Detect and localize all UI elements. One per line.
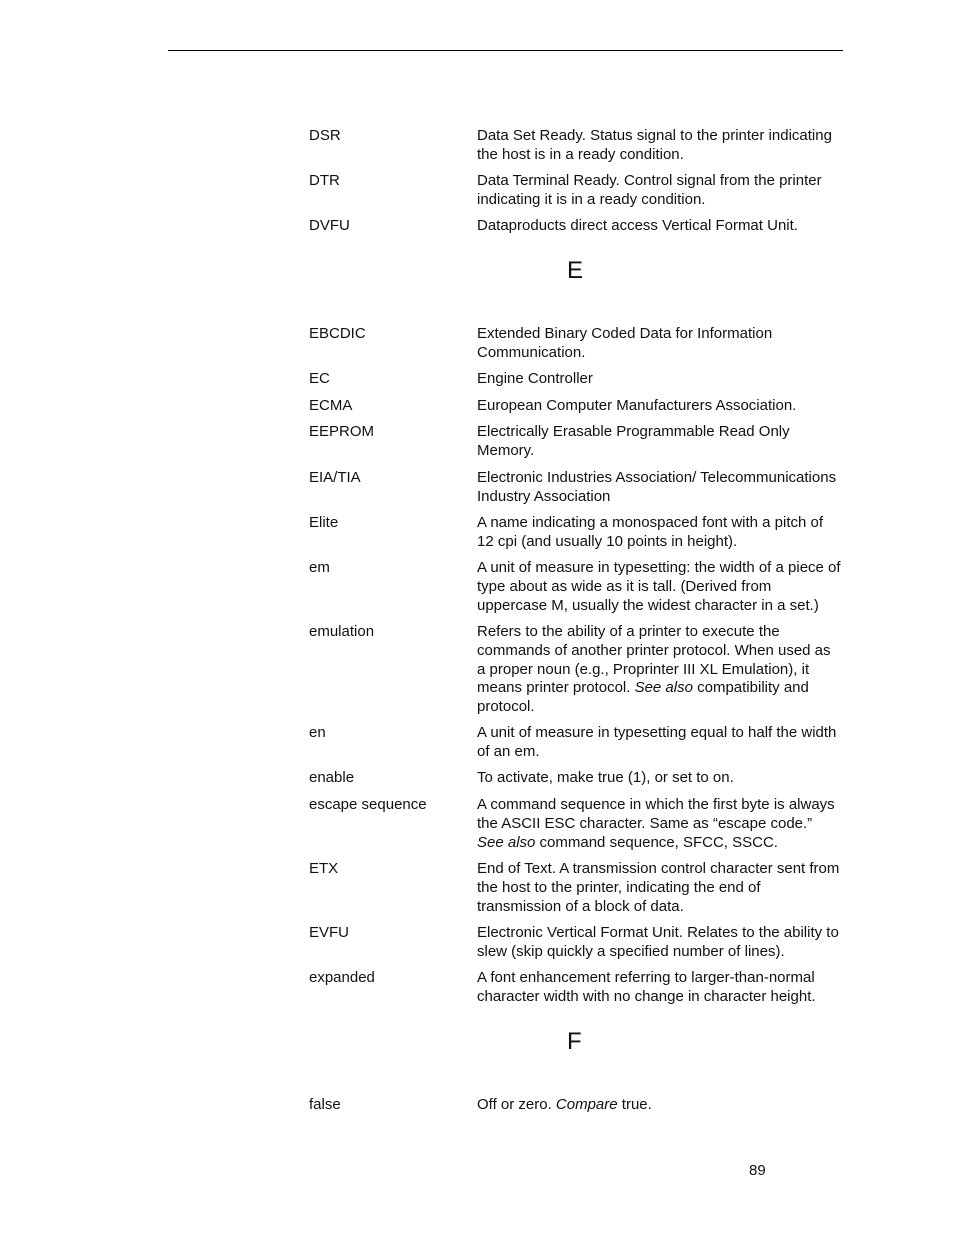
definition-emphasis: Compare bbox=[555, 1096, 618, 1113]
glossary-definition bbox=[477, 796, 843, 852]
section-letter: E bbox=[567, 257, 584, 284]
glossary-definition bbox=[477, 172, 843, 210]
glossary-definition bbox=[477, 559, 843, 615]
glossary-definition bbox=[477, 1096, 843, 1115]
section-letter: F bbox=[567, 1028, 582, 1055]
definition-text: compatibility and protocol. bbox=[477, 679, 809, 716]
definition-text: Electrically Erasable Programmable Read Only Memory. bbox=[477, 423, 790, 459]
glossary-definition bbox=[477, 969, 843, 1007]
definition-text: A unit of measure in typesetting equal to half the width of an em. bbox=[477, 724, 837, 760]
glossary-definition bbox=[477, 217, 843, 236]
glossary-term: ETX bbox=[309, 860, 339, 877]
definition-text: A font enhancement referring to larger-than-normal character width with no change in character height. bbox=[477, 969, 816, 1005]
glossary-term: false bbox=[309, 1096, 341, 1113]
glossary-definition bbox=[477, 769, 843, 788]
glossary-term: emulation bbox=[309, 623, 375, 640]
glossary-term: escape sequence bbox=[309, 796, 427, 813]
glossary-term: Elite bbox=[309, 514, 339, 531]
glossary-definition bbox=[477, 860, 843, 916]
definition-emphasis: See also bbox=[477, 833, 536, 851]
definition-text: A command sequence in which the first byte is always the ASCII ESC character. Same as “escape code.” bbox=[477, 796, 835, 832]
glossary-term: en bbox=[309, 724, 326, 741]
glossary-definition bbox=[477, 325, 843, 363]
definition-text: Dataproducts direct access Vertical Format Unit. bbox=[477, 217, 798, 234]
glossary-definition bbox=[477, 469, 843, 507]
glossary-term: enable bbox=[309, 769, 355, 786]
glossary-term: em bbox=[309, 559, 330, 576]
glossary-term: expanded bbox=[309, 969, 375, 986]
glossary-term: EBCDIC bbox=[309, 325, 366, 342]
glossary-term: DSR bbox=[309, 127, 341, 144]
page-number: 89 bbox=[749, 1162, 766, 1179]
definition-text: End of Text. A transmission control character sent from the host to the printer, indicating the end of transmission of a block of data. bbox=[477, 860, 840, 915]
definition-text: Engine Controller bbox=[477, 370, 593, 387]
glossary-term: DTR bbox=[309, 172, 340, 189]
glossary-definition bbox=[477, 514, 843, 552]
glossary-definition bbox=[477, 623, 843, 717]
definition-text: Data Terminal Ready. Control signal from the printer indicating it is in a ready condition. bbox=[477, 172, 822, 208]
glossary-term: ECMA bbox=[309, 397, 353, 414]
definition-text: European Computer Manufacturers Association. bbox=[477, 397, 797, 414]
definition-text: A unit of measure in typesetting: the width of a piece of type about as wide as it is tall. (Derived from uppercase M, usually the widest character in a set.) bbox=[477, 559, 841, 614]
glossary-definition bbox=[477, 924, 843, 962]
definition-text: Data Set Ready. Status signal to the printer indicating the host is in a ready condition. bbox=[477, 127, 832, 163]
glossary-term: EIA/TIA bbox=[309, 469, 361, 486]
definition-text: A name indicating a monospaced font with a pitch of 12 cpi (and usually 10 points in height). bbox=[477, 514, 824, 550]
definition-text: Electronic Vertical Format Unit. Relates to the ability to slew (skip quickly a specified number of lines). bbox=[477, 924, 839, 960]
glossary-definition bbox=[477, 724, 843, 762]
header-rule bbox=[168, 50, 843, 51]
glossary-term: EVFU bbox=[309, 924, 350, 941]
glossary-term: EEPROM bbox=[309, 423, 375, 440]
glossary-term: DVFU bbox=[309, 217, 350, 234]
definition-text: Refers to the ability of a printer to execute the commands of another printer protocol. When used as a proper noun (e.g., Proprinter III XL Emulation), it means printer protocol. bbox=[477, 623, 831, 697]
definition-text: command sequence, SFCC, SSCC. bbox=[535, 833, 778, 851]
definition-text: Extended Binary Coded Data for Information Communication. bbox=[477, 325, 773, 361]
definition-text: Electronic Industries Association/ Telecommunications Industry Association bbox=[477, 469, 837, 505]
definition-text: Off or zero. bbox=[477, 1096, 556, 1113]
definition-emphasis: See also bbox=[634, 679, 693, 697]
glossary-term: EC bbox=[309, 370, 330, 387]
glossary-definition bbox=[477, 370, 843, 389]
definition-text: true. bbox=[617, 1096, 652, 1113]
glossary-definition bbox=[477, 397, 843, 416]
glossary-definition bbox=[477, 127, 843, 165]
definition-text: To activate, make true (1), or set to on. bbox=[477, 769, 734, 786]
glossary-definition bbox=[477, 423, 843, 461]
